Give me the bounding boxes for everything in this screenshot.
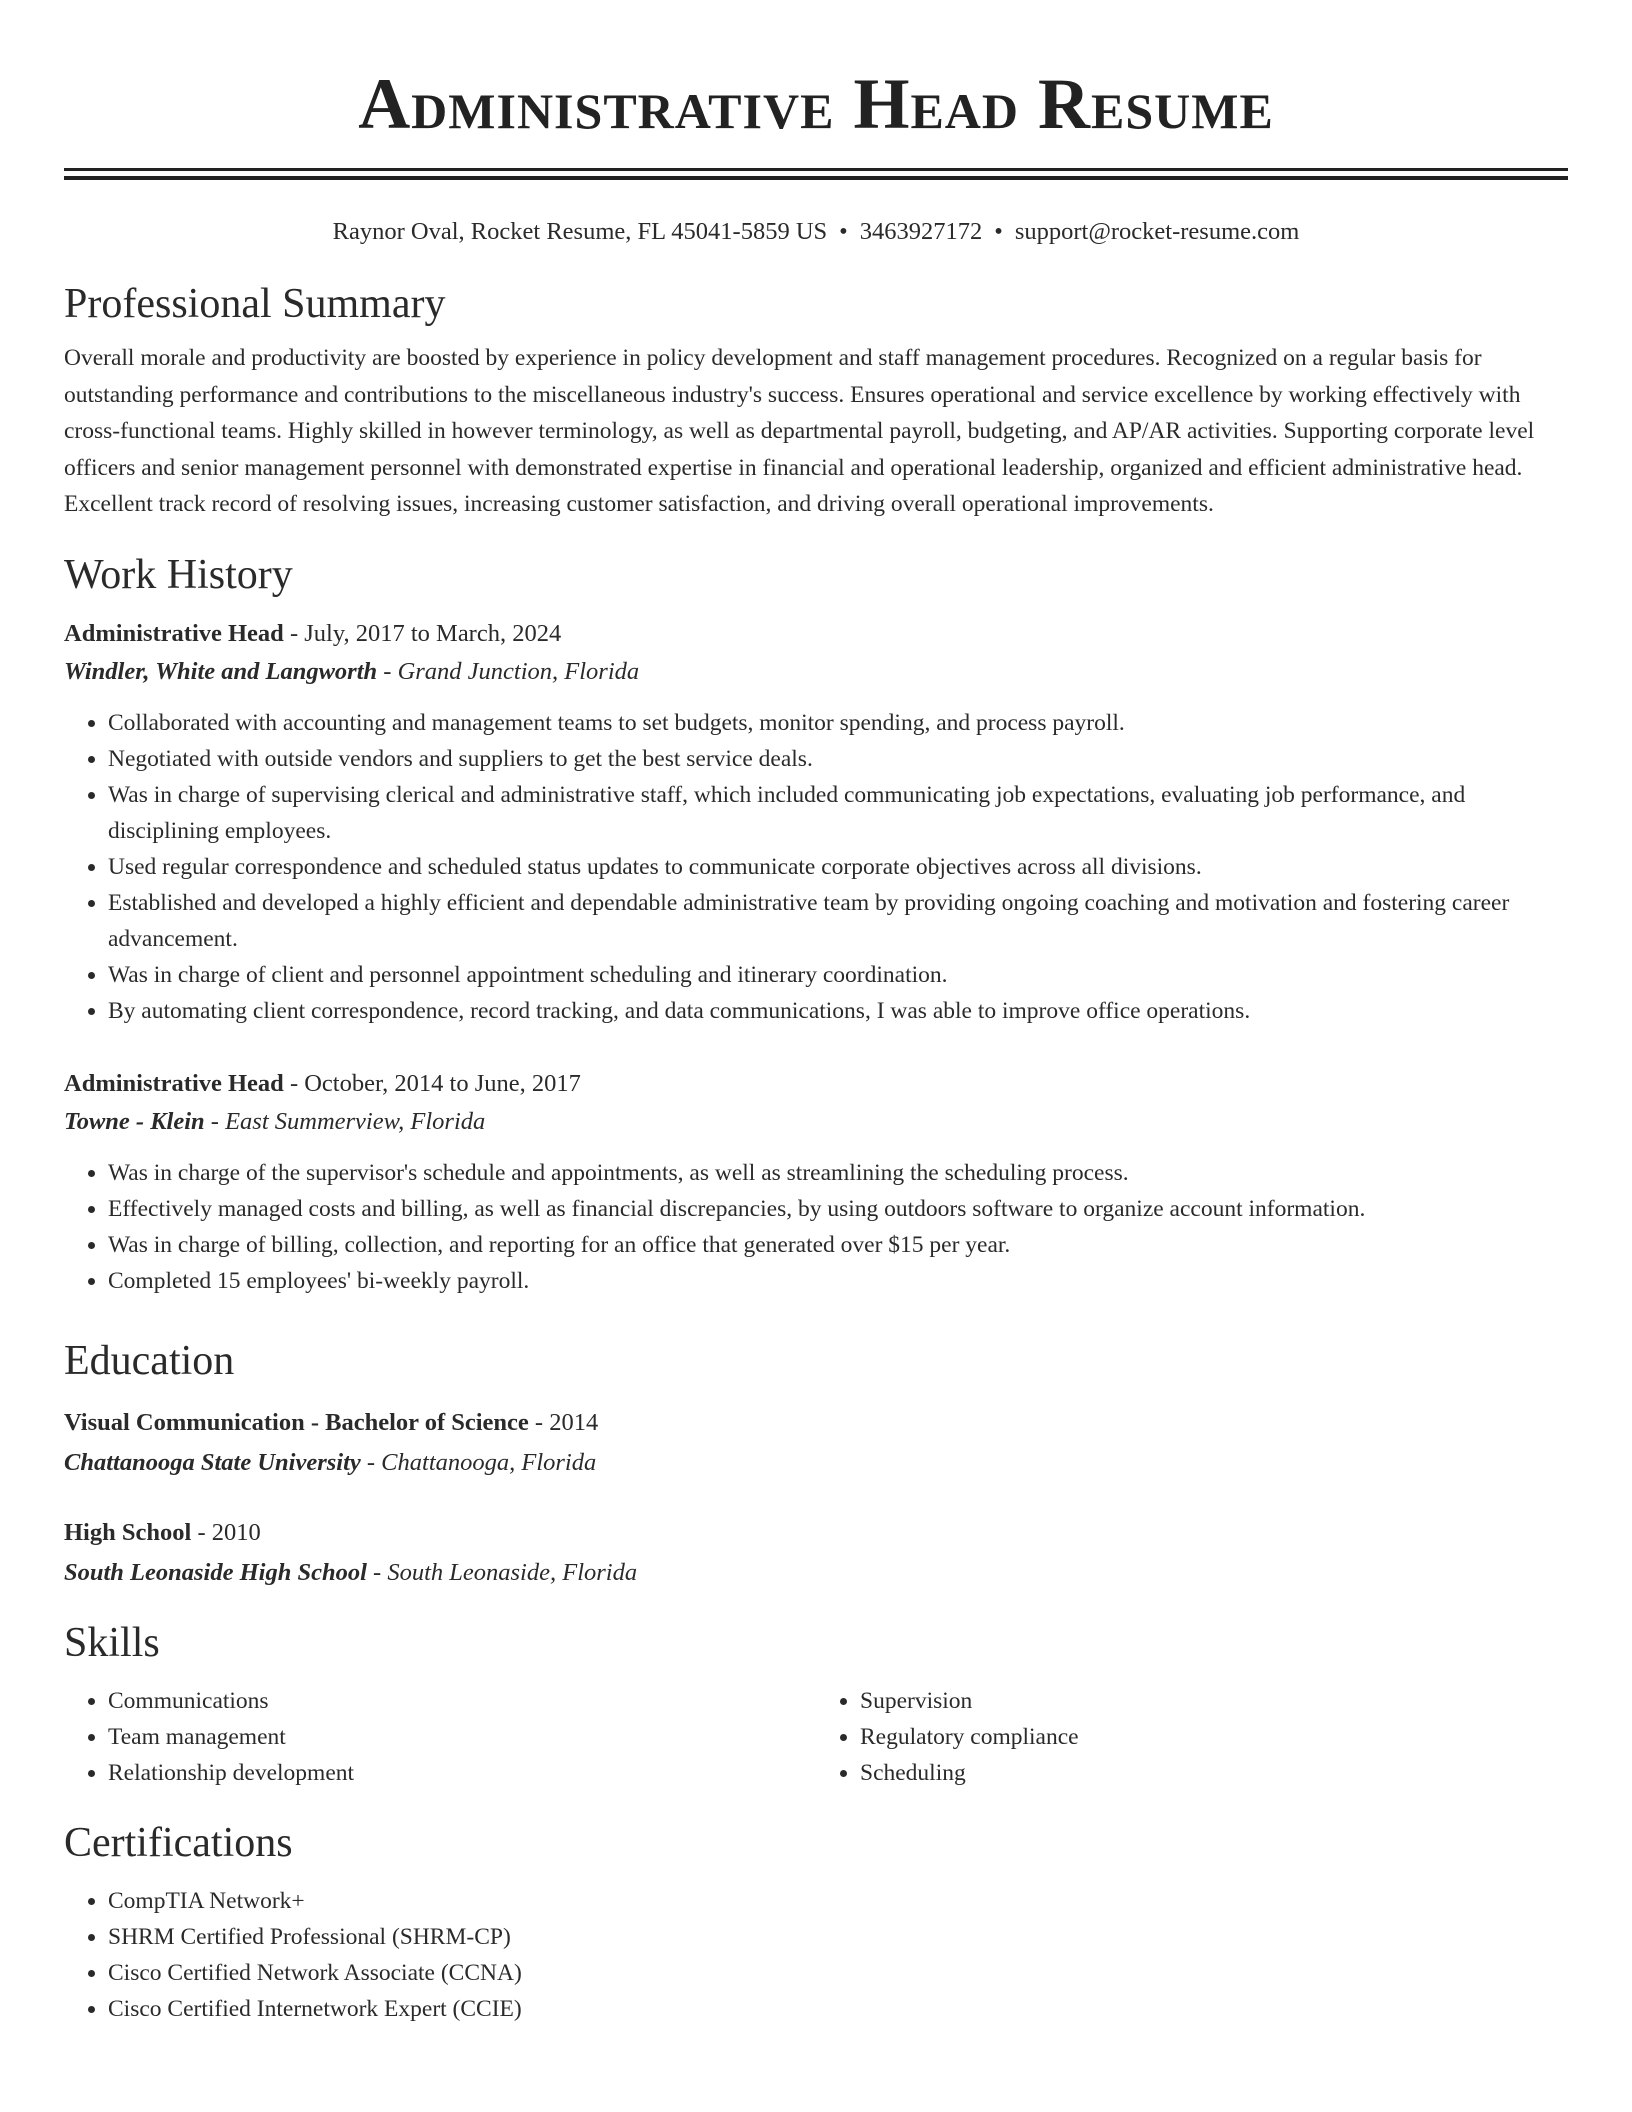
contact-phone: 3463927172 xyxy=(859,218,983,245)
job-title-line xyxy=(64,1065,1568,1103)
resume-title: Administrative Head Resume xyxy=(358,64,1274,144)
job-employer: Towne - Klein xyxy=(64,1107,205,1135)
education-degree-line xyxy=(64,1513,1568,1553)
summary-heading: Professional Summary xyxy=(64,281,446,327)
job-duty: • Was in charge of the supervisor's schedule and appointments, as well as streamlining the scheduling process. xyxy=(108,1155,1568,1191)
work-history-heading: Work History xyxy=(64,551,293,598)
education-degree: Visual Communication - Bachelor of Science xyxy=(64,1408,529,1436)
education-school: South Leonaside High School xyxy=(64,1558,367,1586)
certifications-heading: Certifications xyxy=(64,1819,293,1866)
resume-page xyxy=(64,0,1568,2027)
contact-email: support@rocket-resume.com xyxy=(1014,218,1300,245)
education-school-line xyxy=(64,1553,1568,1593)
certification-item: • SHRM Certified Professional (SHRM-CP) xyxy=(108,1919,1568,1955)
skill-item: • Communications xyxy=(108,1683,816,1719)
skill-item: • Supervision xyxy=(860,1683,1568,1719)
job-employer-line xyxy=(64,653,1568,691)
job-duties-list xyxy=(64,705,1568,1029)
certification-item: • Cisco Certified Network Associate (CCNA) xyxy=(108,1955,1568,1991)
job-duty: • Was in charge of client and personnel appointment scheduling and itinerary coordination. xyxy=(108,957,1568,993)
job-dates: - July, 2017 to March, 2024 xyxy=(283,619,562,647)
certifications-section xyxy=(64,1817,1568,2027)
skill-item: • Regulatory compliance xyxy=(860,1719,1568,1755)
education-degree-line xyxy=(64,1403,1568,1443)
job-location: - Grand Junction, Florida xyxy=(377,657,640,685)
skills-columns xyxy=(64,1683,1568,1791)
job-dates: - October, 2014 to June, 2017 xyxy=(283,1069,581,1097)
education-degree: High School xyxy=(64,1518,192,1546)
contact-separator: • xyxy=(994,218,1003,245)
certifications-list xyxy=(64,1883,1568,2027)
education-entry xyxy=(64,1403,1568,1483)
summary-section xyxy=(64,278,1568,523)
job-duty: • Established and developed a highly efficient and dependable administrative team by providing ongoing coaching and motivation and fostering career advancement. xyxy=(108,885,1568,957)
contact-address: Raynor Oval, Rocket Resume, FL 45041-5859 US xyxy=(332,218,828,245)
job-duty: • Effectively managed costs and billing, as well as financial discrepancies, by using outdoors software to organize account information. xyxy=(108,1191,1568,1227)
work-history-section xyxy=(64,549,1568,1299)
contact-separator: • xyxy=(839,218,848,245)
job-duty: • Was in charge of billing, collection, and reporting for an office that generated over $15 per year. xyxy=(108,1227,1568,1263)
job-duty: • Negotiated with outside vendors and suppliers to get the best service deals. xyxy=(108,741,1568,777)
education-year: - 2010 xyxy=(191,1518,261,1546)
job-duties-list xyxy=(64,1155,1568,1299)
job-entry xyxy=(64,1065,1568,1299)
job-duty: • Completed 15 employees' bi-weekly payroll. xyxy=(108,1263,1568,1299)
job-duty: • Collaborated with accounting and management teams to set budgets, monitor spending, and process payroll. xyxy=(108,705,1568,741)
certification-item: • CompTIA Network+ xyxy=(108,1883,1568,1919)
job-entry xyxy=(64,615,1568,1029)
skills-list-left xyxy=(64,1683,816,1791)
education-school-line xyxy=(64,1443,1568,1483)
job-duty: • Used regular correspondence and scheduled status updates to communicate corporate objectives across all divisions. xyxy=(108,849,1568,885)
education-year: - 2014 xyxy=(528,1408,599,1436)
education-section xyxy=(64,1335,1568,1593)
skills-list-right xyxy=(816,1683,1568,1791)
job-duty: • Was in charge of supervising clerical and administrative staff, which included communicating job expectations, evaluating job performance, and disciplining employees. xyxy=(108,777,1568,849)
skill-item: • Relationship development xyxy=(108,1755,816,1791)
education-location: - South Leonaside, Florida xyxy=(366,1558,638,1586)
contact-line xyxy=(64,216,1568,248)
job-employer: Windler, White and Langworth xyxy=(64,657,378,685)
job-duty: • By automating client correspondence, record tracking, and data communications, I was able to improve office operations. xyxy=(108,993,1568,1029)
education-location: - Chattanooga, Florida xyxy=(360,1448,597,1476)
job-position: Administrative Head xyxy=(64,619,284,647)
skills-heading: Skills xyxy=(64,1619,160,1666)
job-title-line xyxy=(64,615,1568,653)
job-location: - East Summerview, Florida xyxy=(204,1107,486,1135)
summary-text: Overall morale and productivity are boosted by experience in policy development and staff management procedures. Recognized on a regular basis for outstanding performance and contributions to the miscellaneous industry's success. Ensures operational and service excellence by working effectively with cross-functional teams. Highly skilled in however terminology, as well as departmental payroll, budgeting, and AP/AR activities. Supporting corporate level officers and senior management personnel with demonstrated expertise in financial and operational leadership, organized and efficient administrative head. Excellent track record of resolving issues, increasing customer satisfaction, and driving overall operational improvements. xyxy=(64,345,1535,517)
title-double-rule xyxy=(64,168,1568,180)
skill-item: • Team management xyxy=(108,1719,816,1755)
education-entry xyxy=(64,1513,1568,1593)
certification-item: • Cisco Certified Internetwork Expert (CCIE) xyxy=(108,1991,1568,2027)
skills-section xyxy=(64,1617,1568,1791)
skill-item: • Scheduling xyxy=(860,1755,1568,1791)
education-heading: Education xyxy=(64,1337,235,1384)
job-employer-line xyxy=(64,1103,1568,1141)
education-school: Chattanooga State University xyxy=(64,1448,361,1476)
job-position: Administrative Head xyxy=(64,1069,284,1097)
